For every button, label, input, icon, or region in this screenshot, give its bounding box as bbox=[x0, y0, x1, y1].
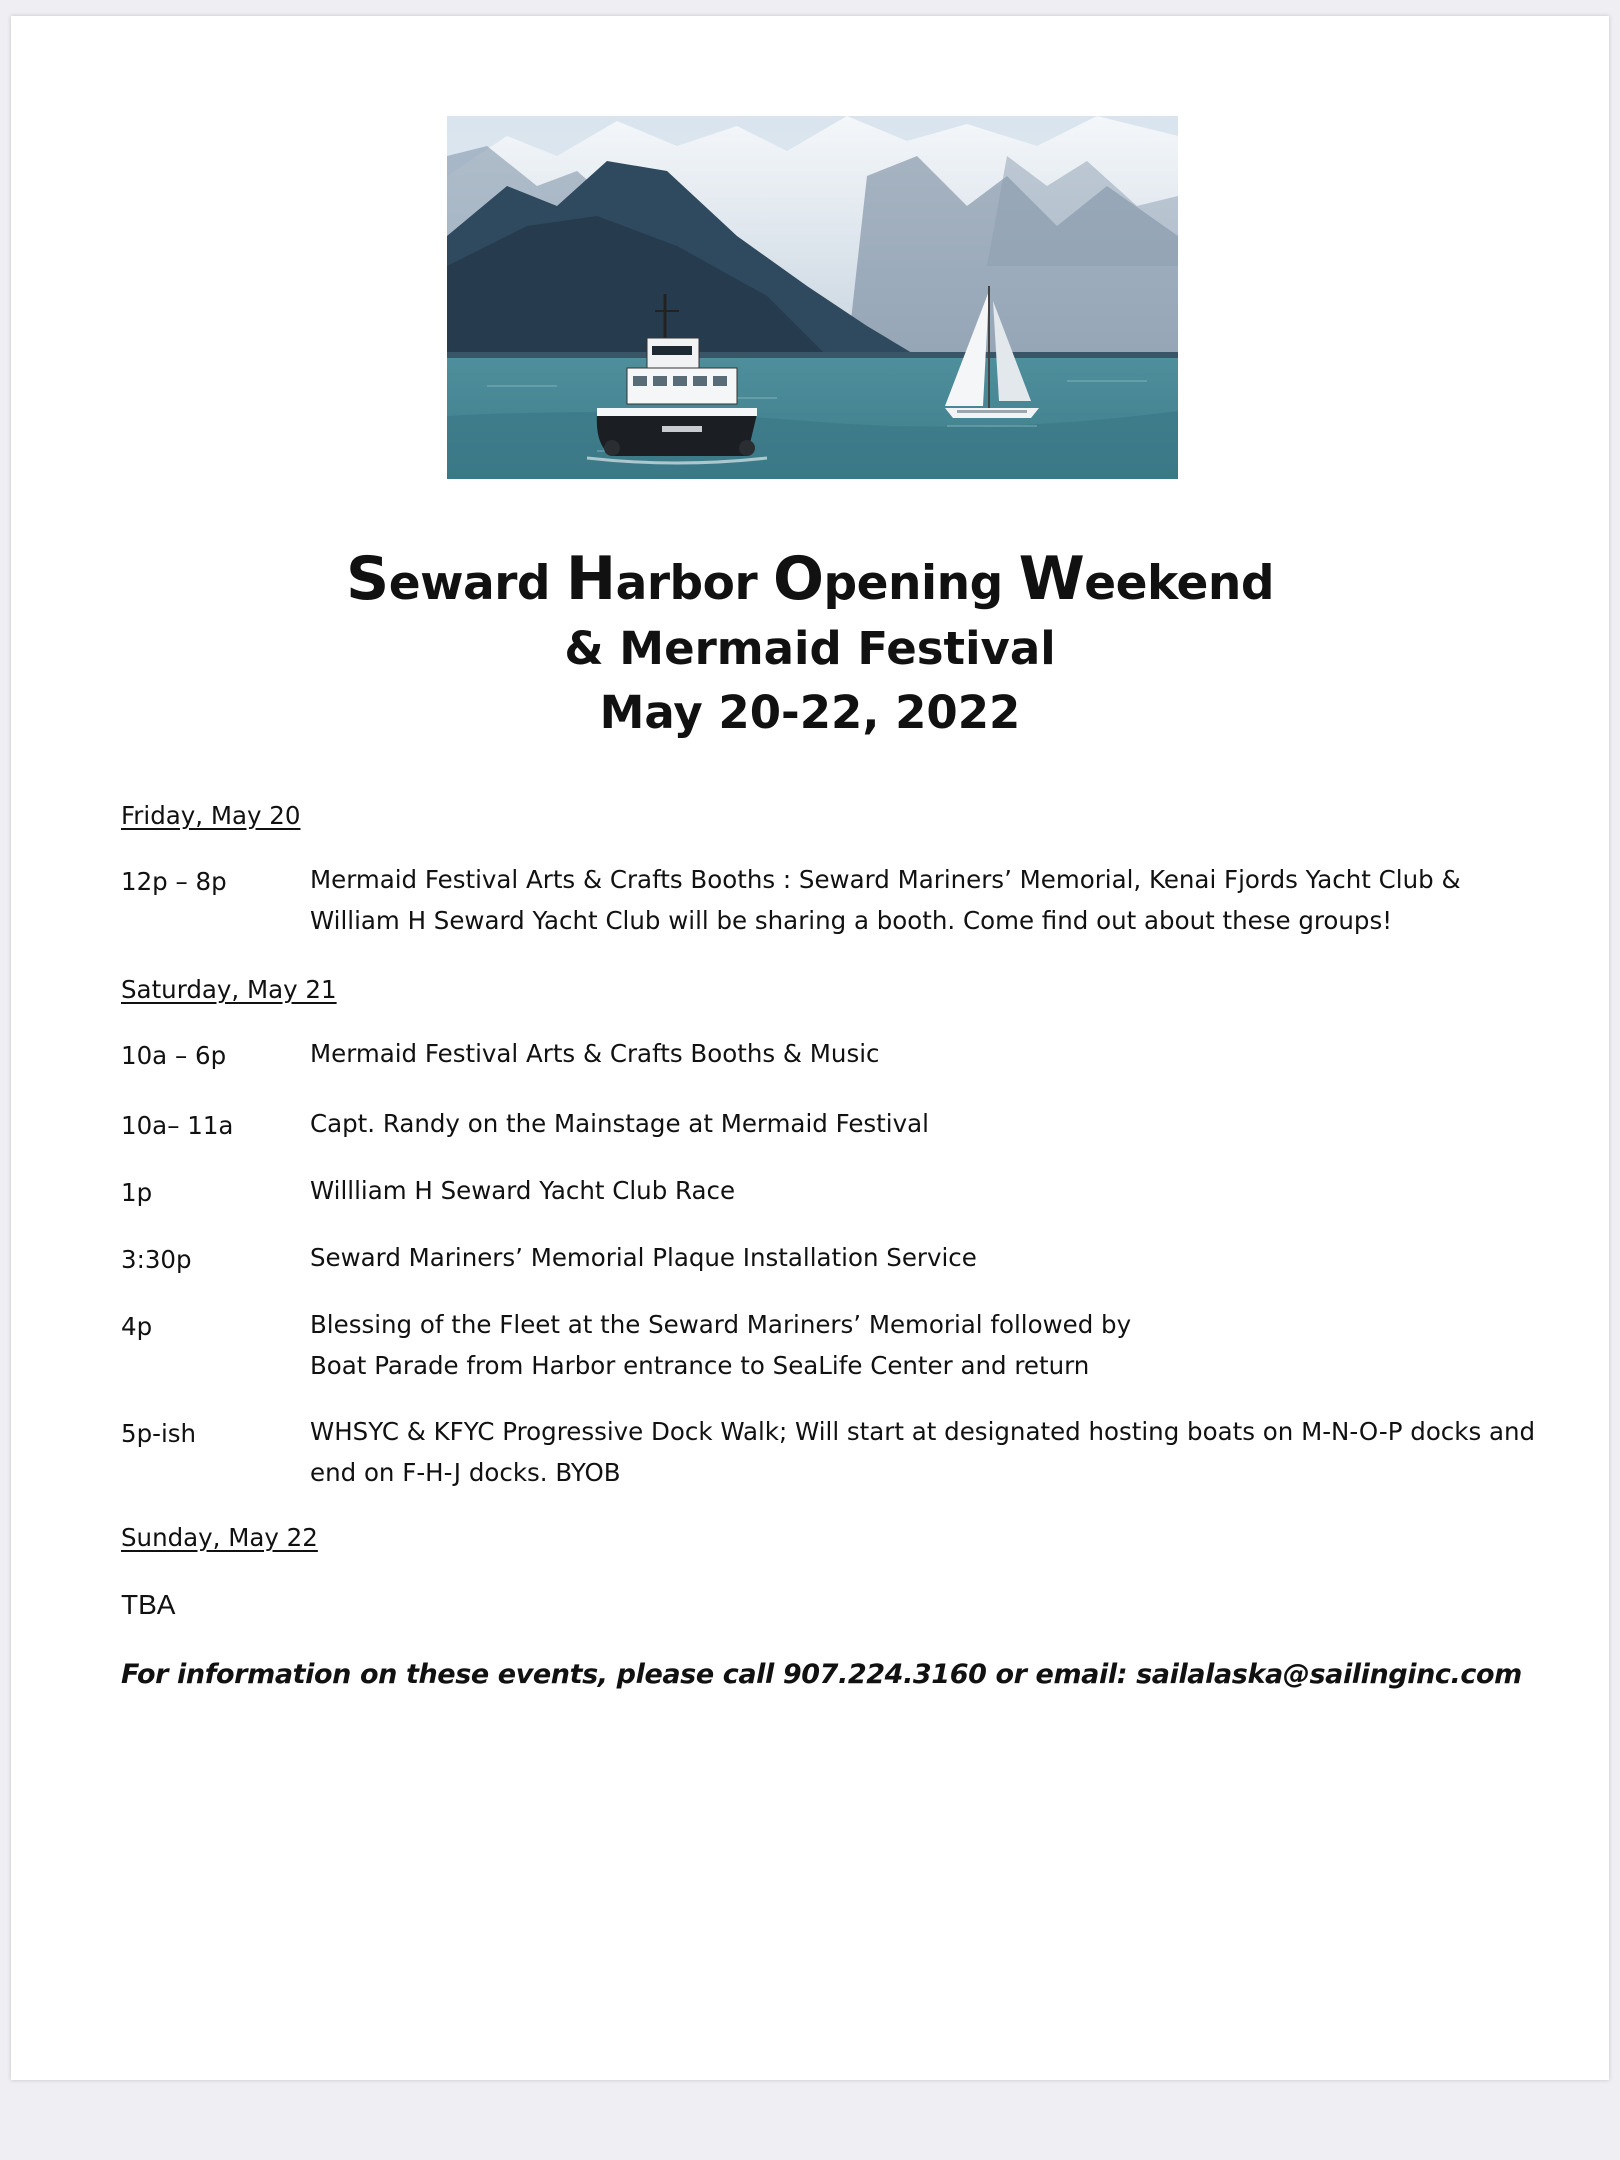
title-dates: May 20-22, 2022 bbox=[599, 686, 1021, 739]
event-time: 1p bbox=[121, 1178, 153, 1207]
event-description bbox=[310, 859, 1461, 941]
event-description bbox=[310, 1304, 1131, 1386]
title-subtitle: & Mermaid Festival bbox=[564, 622, 1056, 675]
event-description bbox=[310, 1033, 880, 1074]
sunday-tba: TBA bbox=[121, 1589, 176, 1620]
document-page bbox=[11, 16, 1609, 2080]
event-description bbox=[310, 1170, 735, 1211]
event-description-line: Willliam H Seward Yacht Club Race bbox=[310, 1176, 736, 1205]
event-time: 5p-ish bbox=[121, 1419, 197, 1448]
event-description-line: Blessing of the Fleet at the Seward Mariners’ Memorial followed by bbox=[310, 1310, 1132, 1339]
event-time: 10a – 6p bbox=[121, 1041, 227, 1070]
day-heading-saturday: Saturday, May 21 bbox=[121, 975, 337, 1004]
event-description bbox=[310, 1411, 1535, 1493]
event-description-line: Mermaid Festival Arts & Crafts Booths & Music bbox=[310, 1039, 880, 1068]
day-heading-friday: Friday, May 20 bbox=[121, 801, 301, 830]
day-heading-sunday: Sunday, May 22 bbox=[121, 1523, 318, 1552]
contact-info: For information on these events, please call 907.224.3160 or email: sailalaska@sailinginc.com bbox=[121, 1659, 1522, 1690]
event-time: 10a– 11a bbox=[121, 1111, 234, 1140]
title-main: Seward Harbor Opening Weekend bbox=[345, 544, 1274, 614]
event-description-line: Mermaid Festival Arts & Crafts Booths : Seward Mariners’ Memorial, Kenai Fjords Yacht Club & bbox=[310, 865, 1461, 894]
event-description-line: WHSYC & KFYC Progressive Dock Walk; Will start at designated hosting boats on M-N-O-P docks and bbox=[310, 1417, 1536, 1446]
event-time: 3:30p bbox=[121, 1245, 192, 1274]
harbor-photo bbox=[447, 116, 1178, 479]
event-time: 4p bbox=[121, 1312, 153, 1341]
event-title bbox=[11, 546, 1609, 745]
event-description bbox=[310, 1103, 929, 1144]
event-description-line: end on F-H-J docks. BYOB bbox=[310, 1458, 621, 1487]
event-time: 12p – 8p bbox=[121, 867, 227, 896]
event-description bbox=[310, 1237, 977, 1278]
event-description-line: William H Seward Yacht Club will be sharing a booth. Come find out about these groups! bbox=[310, 906, 1393, 935]
event-description-line: Capt. Randy on the Mainstage at Mermaid Festival bbox=[310, 1109, 929, 1138]
event-description-line: Boat Parade from Harbor entrance to SeaLife Center and return bbox=[310, 1351, 1090, 1380]
event-description-line: Seward Mariners’ Memorial Plaque Installation Service bbox=[310, 1243, 977, 1272]
